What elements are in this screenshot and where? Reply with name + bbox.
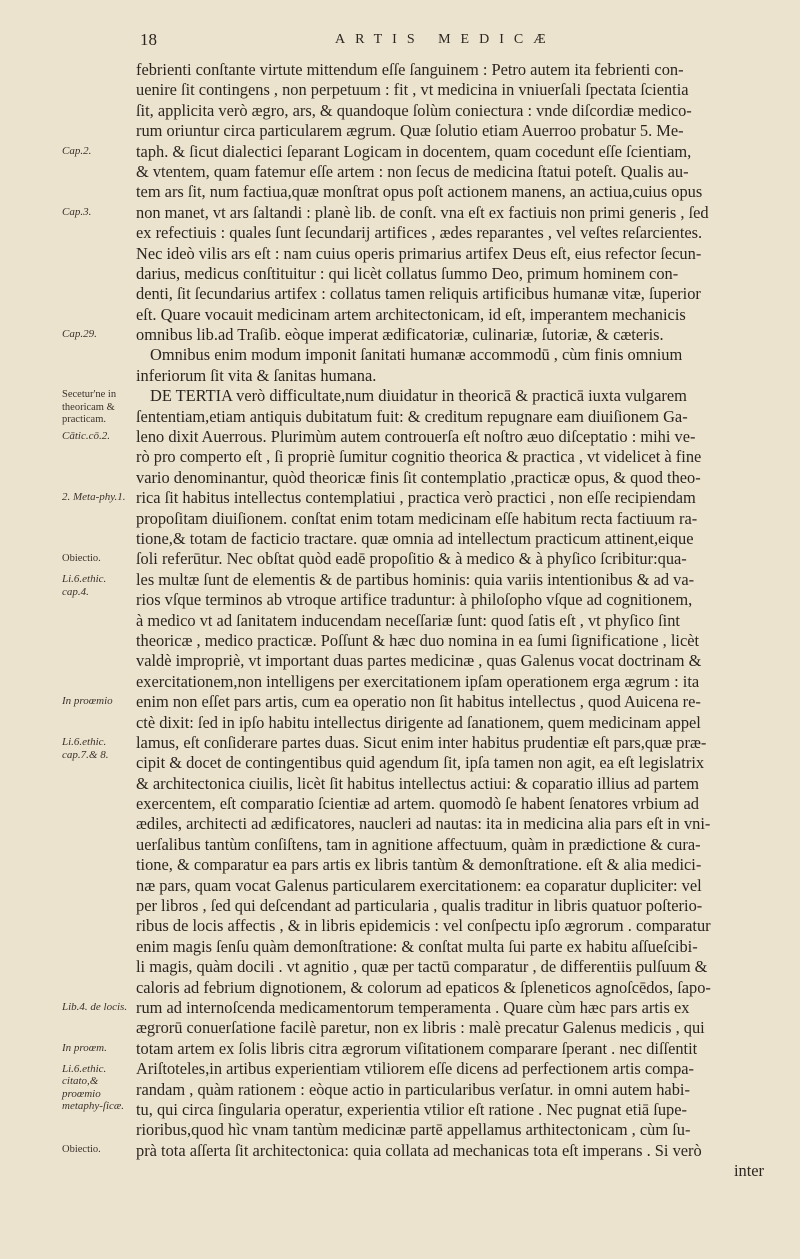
text-line: ſoli referūtur. Nec obſtat quòd eadē propoſitio & à medico & à phyſico ſcribitur:qua- bbox=[136, 549, 687, 569]
text-line: per libros , ſed qui deſcendant ad particularia , qualis traditur in libris quatuor poſterio- bbox=[136, 896, 703, 916]
text-line: Omnibus enim modum imponit ſanitati humanæ accommodū , cùm finis omnium bbox=[150, 345, 683, 365]
text-line: rios vſque terminos ab vtroque artifice traduntur: à philoſopho vſque ad cognitionem, bbox=[136, 590, 693, 610]
margin-note: Cap.3. bbox=[62, 205, 92, 218]
text-line: prà tota aſſerta ſit architectonica: quia collata ad mechanicas tota eſt imperans . Si verò bbox=[136, 1140, 702, 1160]
text-line: lamus, eſt conſiderare partes duas. Sicut enim inter habitus prudentiæ eſt pars,quæ præ- bbox=[136, 732, 707, 752]
text-line: næ pars, quam vocat Galenus particularem exercitationem: ea coparatur dupliciter: vel bbox=[136, 875, 702, 895]
margin-note: 2. Meta-phy.1. bbox=[62, 491, 126, 504]
page-header bbox=[0, 30, 800, 54]
margin-note: In proœm. bbox=[62, 1042, 107, 1055]
text-line: tione,& totam de facticio tractare. quæ omnia ad intellectum practicum attinent,eique bbox=[136, 528, 694, 548]
text-line: rum oriuntur circa particularem ægrum. Quæ ſolutio etiam Auerroo probatur 5. Me- bbox=[136, 121, 684, 141]
text-line: omnibus lib.ad Traſib. eòque imperat ædificatoriæ, culinariæ, ſutoriæ, & cæteris. bbox=[136, 325, 664, 345]
text-line: tem ars ſit, num factiua,quæ monſtrat opus poſt actionem manens, an actiua,cuius opus bbox=[136, 182, 703, 202]
margin-note: Cap.2. bbox=[62, 144, 92, 157]
margin-note: Lib.4. de locis. bbox=[62, 1001, 128, 1014]
text-line: ctè dixit: ſed in ipſo habitu intellectus dirigente ad ſanationem, quem medicinam appel bbox=[136, 712, 701, 732]
text-line: inter bbox=[733, 1161, 764, 1181]
text-line: tione, & comparatur ea pars artis ex libris tantùm & demonſtratione. eſt & alia medici- bbox=[136, 855, 702, 875]
text-line: inferiorum ſit vita & ſanitas humana. bbox=[136, 365, 377, 385]
text-line: enim non eſſet pars artis, cum ea operatio non ſit habitus intellectus , quod Auicena re- bbox=[136, 692, 701, 712]
text-line: uerſalibus tantùm conſiſtens, tam in agnitione affectuum, quàm in prædictione & cura- bbox=[136, 834, 701, 854]
text-line: valdè impropriè, vt important duas partes medicinæ , quas Galenus vocat doctrinam & bbox=[136, 651, 702, 671]
text-line: caloris ad febrium dignotionem, & colorum ad epaticos & ſpleneticos agnoſcēdos, ſapo- bbox=[136, 977, 711, 997]
text-line: exercentem, eſt comparatio ſcientiæ ad artem. quomodò ſe habent ſenatores vrbium ad bbox=[136, 794, 699, 814]
text-line: enim magis ſenſu quàm demonſtratione: & conſtat multa ſui parte ex habitu aſſueſcibi- bbox=[136, 936, 698, 956]
text-line: eſt. Quare vocauit medicinam artem architectonicam, id eſt, imperantem mechanicis bbox=[136, 304, 686, 324]
text-line: darius, medicus conſtituitur : qui licèt collatus ſummo Deo, primum hominem con- bbox=[136, 263, 679, 283]
page-number: 18 bbox=[140, 30, 157, 49]
text-line: leno dixit Auerrous. Plurimùm autem controuerſa eſt noſtro æuo diſceptatio : mihi ve- bbox=[136, 427, 696, 447]
margin-note: Li.6.ethic. cap.4. bbox=[62, 573, 107, 598]
margin-note: Secetur'ne in theoricam & practicam. bbox=[62, 389, 117, 426]
text-line: & architectonica ciuilis, licèt ſit habitus intellectus actiui: & coparatio illius ad partem bbox=[136, 773, 700, 793]
text-line: rica ſit habitus intellectus contemplatiui , practica verò practici , non eſſe recipiendam bbox=[136, 488, 696, 508]
margin-note: Cātic.cō.2. bbox=[62, 430, 110, 443]
text-line: uenire ſit contingens , non perpetuum : fit , vt medicina in vniuerſali ſpectata ſcientia bbox=[136, 80, 689, 100]
running-title: ARTIS MEDICÆ bbox=[335, 32, 556, 47]
text-line: Ariſtoteles,in artibus experientiam vtiliorem eſſe dicens ad perfectionem artis compa- bbox=[136, 1059, 694, 1079]
text-line: ægrorū conuerſatione facilè paretur, non ex libris : malè precatur Galenus medicis , qui bbox=[136, 1018, 705, 1038]
margin-note: Li.6.ethic. cap.7.& 8. bbox=[62, 736, 109, 761]
text-line: totam artem ex ſolis libris citra ægrorum viſitationem comparare ſperant . nec diſſentit bbox=[136, 1038, 698, 1058]
text-line: cipit & docet de contingentibus quid agendum ſit, ipſa tamen non agit, ea eſt legislatrix bbox=[136, 753, 705, 773]
text-line: ex refectiuis : quales ſunt ſecundarij artifices , ædes reparantes , vel veſtes reſarcientes. bbox=[136, 223, 703, 243]
text-line: Nec ideò vilis ars eſt : nam cuius operis primarius artifex Deus eſt, eius refector ſecun- bbox=[136, 243, 702, 263]
text-line: ribus de locis affectis , & in libris epidemicis : vel conſpectu ipſo ægrorum . comparatur bbox=[136, 916, 711, 936]
margin-note: Cap.29. bbox=[62, 328, 97, 341]
text-line: denti, ſit ſecundarius artifex : collatus tamen reliquis artificibus humanæ vitæ, ſuperior bbox=[136, 284, 701, 304]
text-line: à medico vt ad ſanitatem inducendam neceſſariæ ſunt: quod ſatis eſt , vt phyſico ſint bbox=[136, 610, 680, 630]
text-line: rò pro comperto eſt , ſi propriè ſumitur cognitio theorica & practica , vt videlicet à fine bbox=[136, 447, 702, 467]
text-line: non manet, vt ars ſaltandi : planè lib. de conſt. vna eſt ex factiuis non primi generis , ſed bbox=[136, 202, 709, 222]
margin-note: Li.6.ethic. citato,& proœmio metaphy-ſicæ. bbox=[62, 1062, 125, 1113]
text-line: vario denominantur, quòd theoricæ finis ſit contemplatio ,practicæ opus, & quod theo- bbox=[136, 467, 701, 487]
text-line: ſententiam,etiam antiquis dubitatum fuit: & creditum repugnare eam diuiſionem Ga- bbox=[136, 406, 688, 426]
text-line: li magis, quàm docili . vt agnitio , quæ per tactū comparatur , de differentiis pulſuum & bbox=[136, 957, 708, 977]
text-line: DE TERTIA verò difficultate,num diuidatur in theoricā & practicā iuxta vulgarem bbox=[150, 386, 687, 406]
text-line: taph. & ſicut dialectici ſeparant Logicam in docentem, quam cocedunt eſſe ſcientiam, bbox=[136, 141, 692, 161]
margin-note: Obiectio. bbox=[62, 552, 101, 564]
text-line: theoricæ , medico practicæ. Poſſunt & hæc duo nomina in ea ſumi ſignificatione , licèt bbox=[136, 630, 700, 650]
text-line: rum ad internoſcenda medicamentorum temperamenta . Quare cùm hæc pars artis ex bbox=[136, 997, 690, 1017]
text-line: rioribus,quod hìc vnam tantùm medicinæ partē appellamus arthitectonicam , cùm ſu- bbox=[136, 1120, 691, 1140]
text-line: ædiles, architecti ad ædificatores, naucleri ad nautas: ita in medicina alia pars eſt in vni- bbox=[136, 814, 711, 834]
text-line: randam , quàm rationem : eòque actio in particularibus verſatur. in omni autem habi- bbox=[136, 1079, 690, 1099]
text-line: exercitationem,non intelligens per exercitationem ipſam operationem erga ægrum : ita bbox=[136, 671, 700, 691]
text-line: les multæ ſunt de elementis & de partibus hominis: quia variis intentionibus & ad va- bbox=[136, 569, 695, 589]
body-text bbox=[136, 60, 768, 1181]
text-line: & vtentem, quam fatemur eſſe artem : non ſecus de medicina ſtatui poteſt. Qualis au- bbox=[136, 161, 689, 181]
text-line: tu, qui circa ſingularia operatur, experientia vtilior eſt ratione . Nec pugnat etiā ſupe- bbox=[136, 1099, 687, 1119]
text-line: ſit, applicita verò ægro, ars, & quandoque ſolùm coniectura : vnde diſcordiæ medico- bbox=[136, 100, 692, 120]
text-line: propoſitam diuiſionem. conſtat enim totam medicinam eſſe habitum recta factiuum ra- bbox=[136, 508, 698, 528]
text-line: febrienti conſtante virtute mittendum eſſe ſanguinem : Petro autem ita febrienti con- bbox=[136, 60, 684, 79]
margin-note: In proœmio bbox=[62, 695, 113, 708]
margin-note: Obiectio. bbox=[62, 1144, 101, 1156]
